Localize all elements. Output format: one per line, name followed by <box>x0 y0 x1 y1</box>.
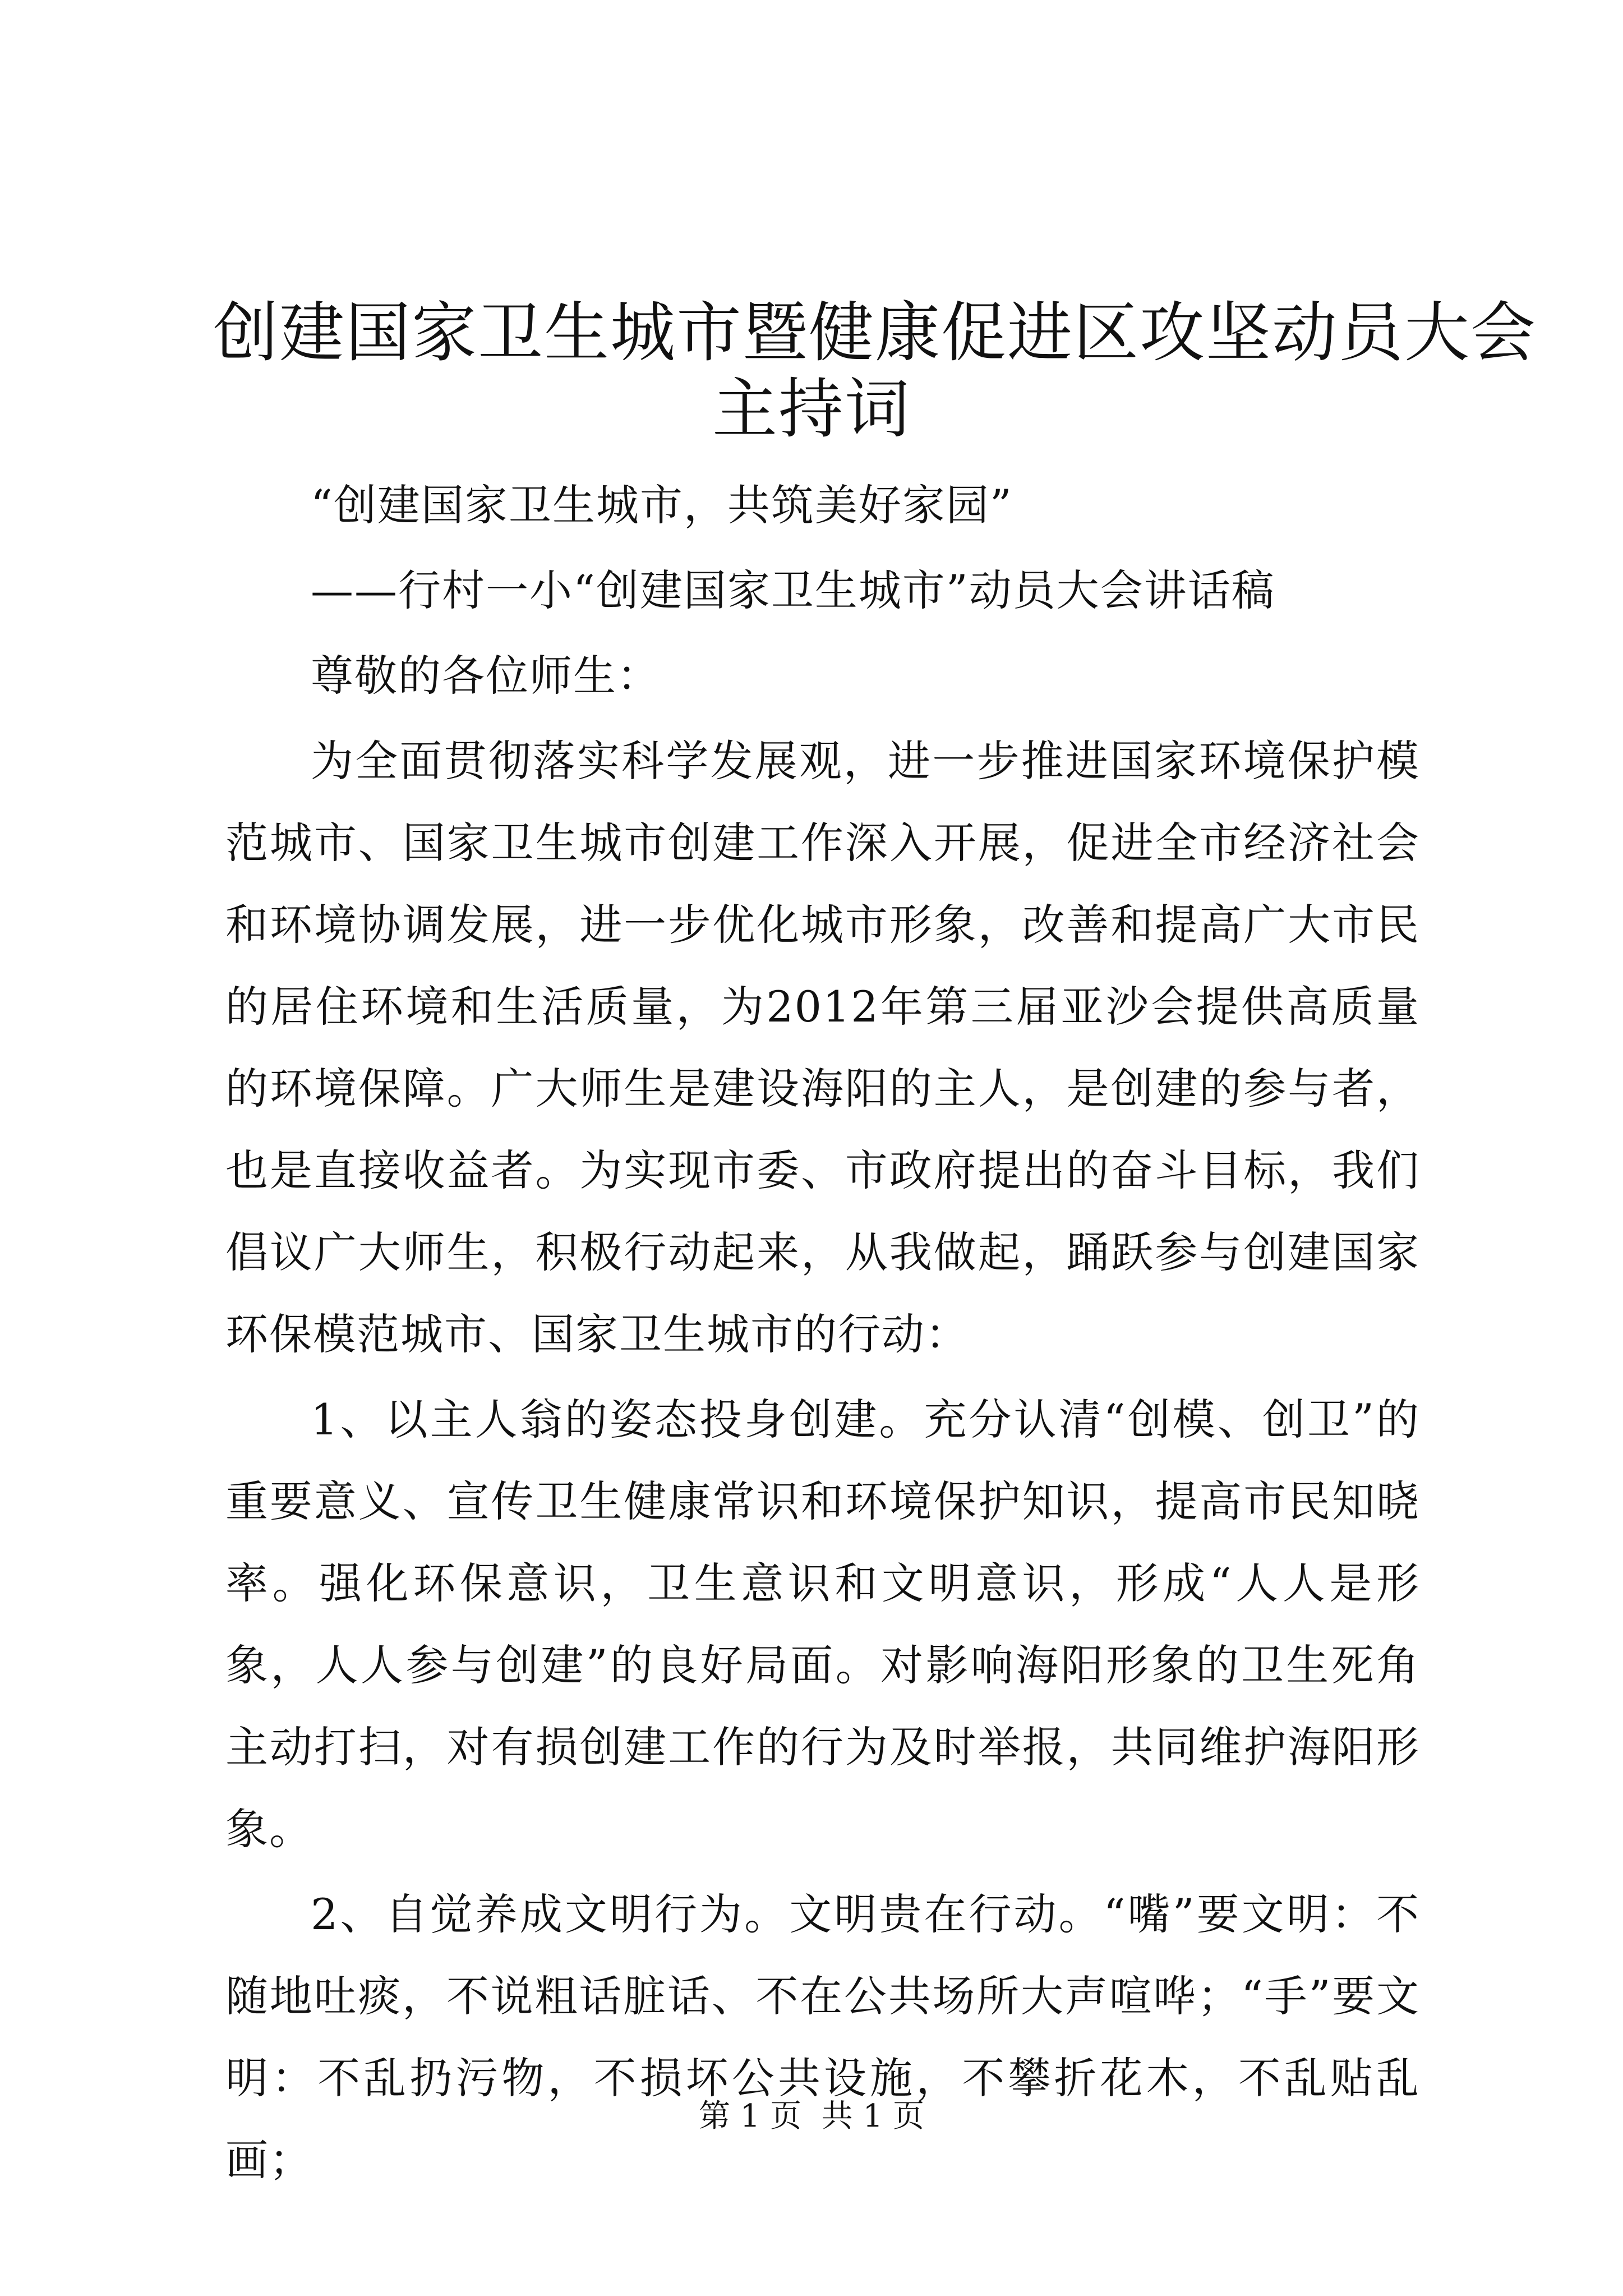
subtitle-paragraph: ——行村一小“创建国家卫生城市”动员大会讲话稿 <box>311 565 1275 615</box>
page-number-footer <box>0 2098 1623 2134</box>
page-number-label: 第 1 页 共 1 页 <box>698 2098 925 2134</box>
document-title-line-2: 主持词 <box>712 371 911 447</box>
document-body <box>225 464 1420 2201</box>
point-1-paragraph: 1、以主人翁的姿态投身创建。充分认清“创模、创卫”的重要意义、宣传卫生健康常识和环境保护知识，提高市民知晓率。强化环保意识，卫生意识和文明意识，形成“人人是形象，人人参与创建”的良好局面。对影响海阳形象的卫生死角主动打扫，对有损创建工作的行为及时举报，共同维护海阳形象。 <box>225 1395 1420 1854</box>
point-2-paragraph: 2、自觉养成文明行为。文明贵在行动。“嘴”要文明：不随地吐痰，不说粗话脏话、不在公共场所大声喧哗；“手”要文明：不乱扔污物，不损坏公共设施，不攀折花木，不乱贴乱画； <box>225 1889 1420 2185</box>
intro-paragraph: 为全面贯彻落实科学发展观，进一步推进国家环境保护模范城市、国家卫生城市创建工作深入开展，促进全市经济社会和环境协调发展，进一步优化城市形象，改善和提高广大市民的居住环境和生活质量，为2012年第三届亚沙会提供高质量的环境保障。广大师生是建设海阳的主人，是创建的参与者，也是直接收益者。为实现市委、市政府提出的奋斗目标，我们倡议广大师生，积极行动起来，从我做起，踊跃参与创建国家环保模范城市、国家卫生城市的行动： <box>225 736 1420 1359</box>
salutation-paragraph: 尊敬的各位师生： <box>311 651 661 701</box>
slogan-paragraph: “创建国家卫生城市，共筑美好家园” <box>311 480 1013 530</box>
document-title-line-1: 创建国家卫生城市暨健康促进区攻坚动员大会 <box>213 295 1537 371</box>
